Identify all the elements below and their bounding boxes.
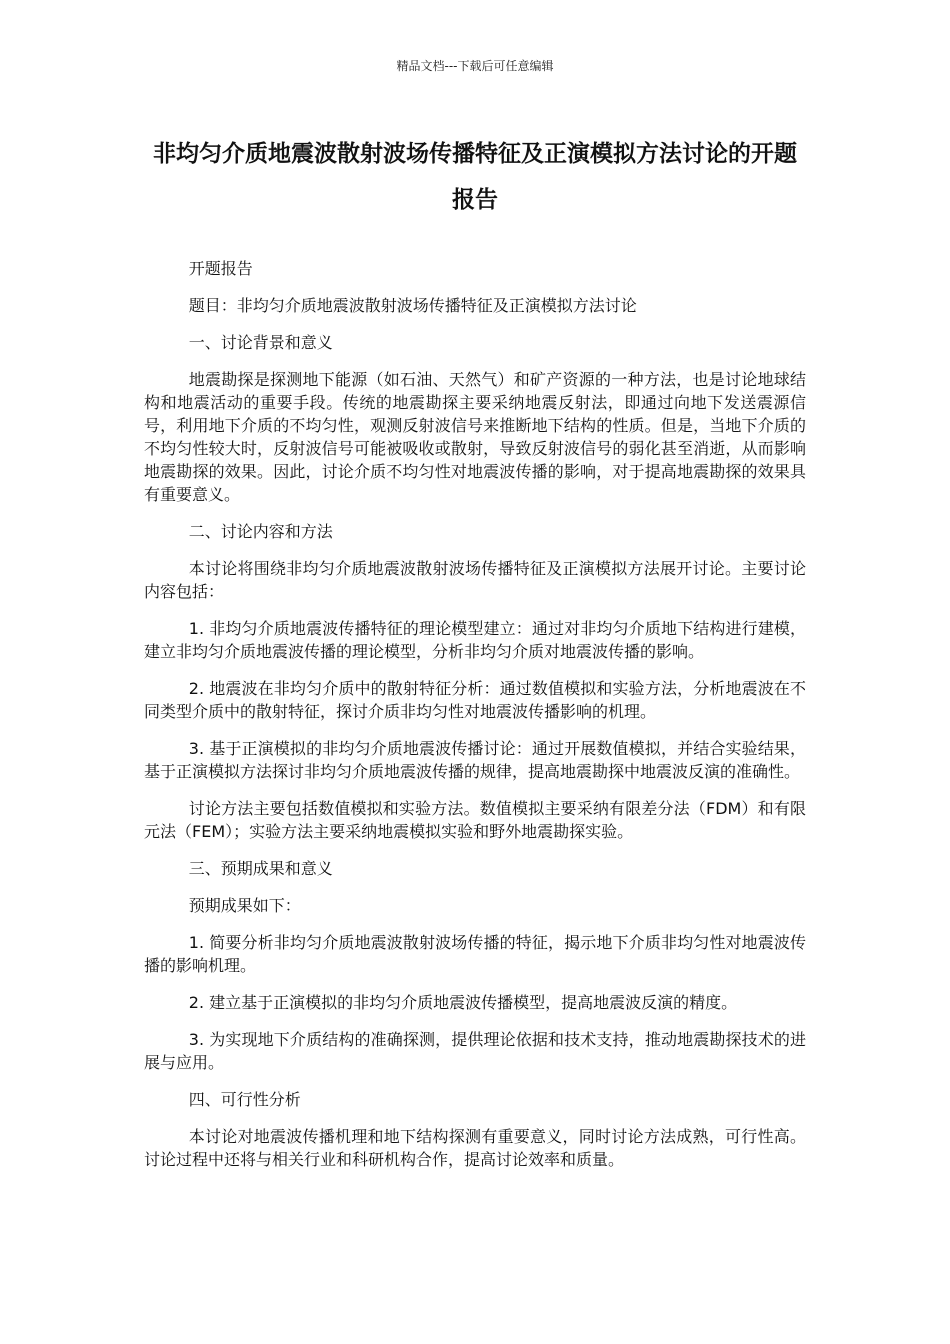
- paragraph-outcomes-intro: 预期成果如下：: [188, 896, 301, 915]
- document-body: [144, 257, 806, 1185]
- section-heading-background: 一、讨论背景和意义: [188, 333, 333, 352]
- paragraph-methods-detail: 讨论方法主要包括数值模拟和实验方法。数值模拟主要采纳有限差分法（FDM）和有限元法（FEM）；实验方法主要采纳地震模拟实验和野外地震勘探实验。: [144, 799, 806, 841]
- paragraph-feasibility: 本讨论对地震波传播机理和地下结构探测有重要意义，同时讨论方法成熟，可行性高。讨论过程中还将与相关行业和科研机构合作，提高讨论效率和质量。: [144, 1127, 806, 1169]
- list-item-content-3: 3. 基于正演模拟的非均匀介质地震波传播讨论：通过开展数值模拟，并结合实验结果，基于正演模拟方法探讨非均匀介质地震波传播的规律，提高地震勘探中地震波反演的准确性。: [144, 739, 806, 781]
- document-title: 非均匀介质地震波散射波场传播特征及正演模拟方法讨论的开题报告: [153, 141, 797, 213]
- list-item-content-2: 2. 地震波在非均匀介质中的散射特征分析：通过数值模拟和实验方法，分析地震波在不同类型介质中的散射特征，探讨介质非均匀性对地震波传播影响的机理。: [144, 679, 806, 721]
- paragraph-background: 地震勘探是探测地下能源（如石油、天然气）和矿产资源的一种方法，也是讨论地球结构和地震活动的重要手段。传统的地震勘探主要采纳地震反射法，即通过向地下发送震源信号，利用地下介质的不均匀性，观测反射波信号来推断地下结构的性质。但是，当地下介质的不均匀性较大时，反射波信号可能被吸收或散射，导致反射波信号的弱化甚至消逝，从而影响地震勘探的效果。因此，讨论介质不均匀性对地震波传播的影响，对于提高地震勘探的效果具有重要意义。: [144, 370, 806, 504]
- section-heading-methods: 二、讨论内容和方法: [188, 522, 333, 541]
- section-heading-outcomes: 三、预期成果和意义: [188, 859, 333, 878]
- list-item-outcome-3: 3. 为实现地下介质结构的准确探测，提供理论依据和技术支持，推动地震勘探技术的进展与应用。: [144, 1030, 806, 1072]
- list-item-outcome-1: 1. 简要分析非均匀介质地震波散射波场传播的特征，揭示地下介质非均匀性对地震波传播的影响机理。: [144, 933, 806, 975]
- paragraph-methods-intro: 本讨论将围绕非均匀介质地震波散射波场传播特征及正演模拟方法展开讨论。主要讨论内容包括：: [144, 559, 806, 601]
- paragraph-topic: 题目：非均匀介质地震波散射波场传播特征及正演模拟方法讨论: [188, 296, 637, 315]
- list-item-outcome-2: 2. 建立基于正演模拟的非均匀介质地震波传播模型，提高地震波反演的精度。: [188, 993, 738, 1012]
- paragraph-report-label: 开题报告: [188, 259, 253, 278]
- header-note: 精品文档---下载后可任意编辑: [396, 59, 554, 73]
- list-item-content-1: 1. 非均匀介质地震波传播特征的理论模型建立：通过对非均匀介质地下结构进行建模，建立非均匀介质地震波传播的理论模型，分析非均匀介质对地震波传播的影响。: [144, 619, 806, 661]
- section-heading-feasibility: 四、可行性分析: [188, 1090, 301, 1109]
